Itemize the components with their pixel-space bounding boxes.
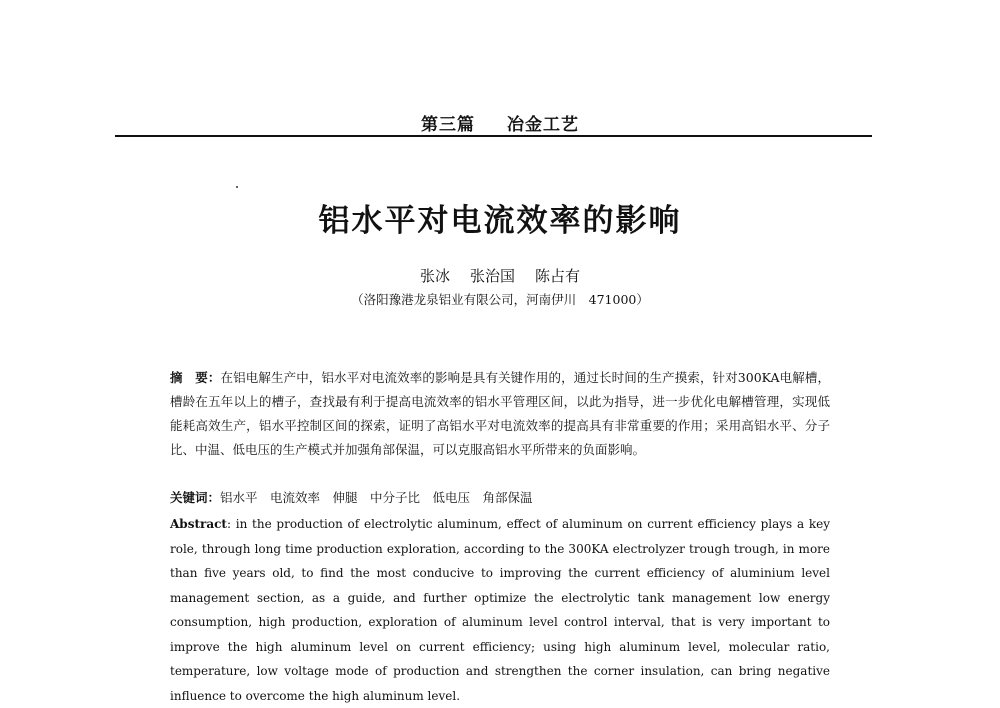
paper-title: 铝水平对电流效率的影响 bbox=[318, 203, 682, 239]
author-3: 陈占有 bbox=[535, 267, 581, 285]
abstract-en-label: Abstract bbox=[170, 517, 227, 531]
abstract-en-text: : in the production of electrolytic aluminum, effect of aluminum on current efficiency plays a key role, through long time production exploration, according to the 300KA electrolyzer trough trough, in more than five years old, to find the most conducive to improving the current efficiency of aluminium level management section, as a guide, and further optimize the electrolytic tank management low energy consumption, high production, exploration of aluminum level control interval, that is very important to improve the high aluminum level on current efficiency; using high aluminum level, molecular ratio, temperature, low voltage mode of production and strengthen the corner insulation, can bring negative influence to overcome the high aluminum level. bbox=[170, 517, 830, 703]
part-label: 第三篇 bbox=[421, 115, 475, 135]
author-2: 张治国 bbox=[469, 267, 515, 285]
affiliation: （洛阳豫港龙泉铝业有限公司，河南伊川 471000） bbox=[351, 292, 649, 307]
keywords-label: 关键词： bbox=[170, 490, 221, 505]
abstract-english bbox=[170, 512, 830, 708]
keywords bbox=[170, 486, 830, 510]
abstract-cn-label: 摘 要： bbox=[170, 370, 221, 385]
section-header bbox=[0, 110, 1000, 135]
author-list bbox=[0, 265, 1000, 286]
author-1: 张冰 bbox=[419, 267, 450, 285]
header-rule bbox=[115, 135, 872, 137]
section-label: 冶金工艺 bbox=[507, 115, 579, 135]
abstract-cn-text: 在铝电解生产中，铝水平对电流效率的影响是具有关键作用的，通过长时间的生产摸索，针对300KA电解槽，槽龄在五年以上的槽子，查找最有利于提高电流效率的铝水平管理区间，以此为指导，进一步优化电解槽管理，实现低能耗高效生产，铝水平控制区间的探索，证明了高铝水平对电流效率的提高具有非常重要的作用；采用高铝水平、分子比、中温、低电压的生产模式并加强角部保温，可以克服高铝水平所带来的负面影响。 bbox=[170, 370, 830, 457]
scan-speck bbox=[236, 186, 238, 188]
keywords-text: 铝水平 电流效率 伸腿 中分子比 低电压 角部保温 bbox=[220, 490, 533, 505]
abstract-chinese bbox=[170, 366, 830, 462]
